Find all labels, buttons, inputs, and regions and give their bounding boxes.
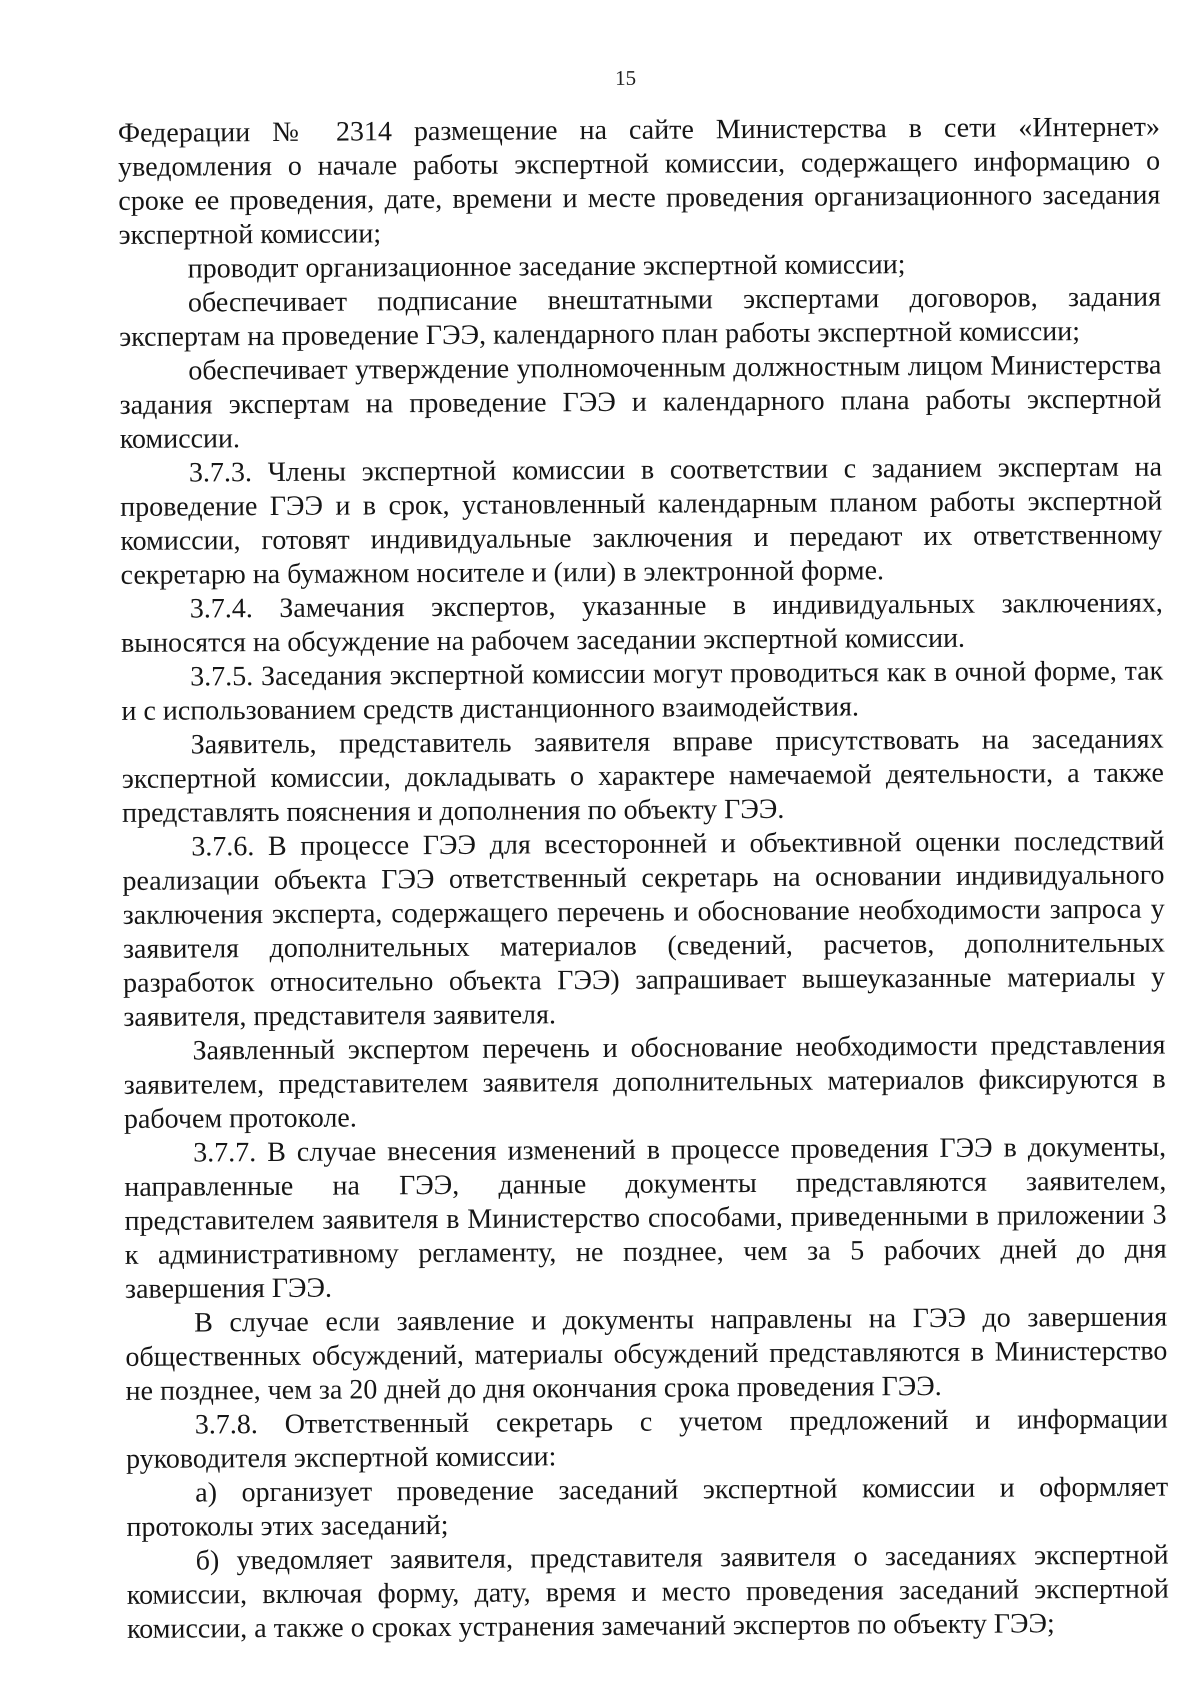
paragraph: 3.7.8. Ответственный секретарь с учетом предложений и информации руководителя экспертной комиссии: <box>125 1403 1168 1475</box>
paragraph: а) организует проведение заседаний экспертной комиссии и оформляет протоколы этих заседаний; <box>126 1471 1169 1543</box>
paragraph: 3.7.3. Члены экспертной комиссии в соответствии с заданием экспертам на проведение ГЭЭ и в срок, установленный календарным планом работы экспертной комиссии, готовят индивидуальные заключения и передают их ответственному секретарю на бумажном носителе и (или) в электронной форме. <box>120 451 1163 591</box>
paragraph: Заявитель, представитель заявителя вправе присутствовать на заседаниях экспертной комиссии, докладывать о характере намечаемой деятельности, а также представлять пояснения и дополнения по объекту ГЭЭ. <box>121 723 1164 829</box>
paragraph: б) уведомляет заявителя, представителя заявителя о заседаниях экспертной комиссии, включая форму, дату, время и место проведения заседаний экспертной комиссии, а также о сроках устранения замечаний экспертов по объекту ГЭЭ; <box>126 1539 1169 1645</box>
paragraph: 3.7.7. В случае внесения изменений в процессе проведения ГЭЭ в документы, направленные на ГЭЭ, данные документы представляются заявителем, представителем заявителя в Министерство способами, приведенными в приложении 3 к административному регламенту, не позднее, чем за 5 рабочих дней до дня завершения ГЭЭ. <box>124 1131 1167 1305</box>
paragraph: обеспечивает утверждение уполномоченным должностным лицом Министерства задания экспертам на проведение ГЭЭ и календарного плана работы экспертной комиссии. <box>119 349 1162 455</box>
paragraph: проводит организационное заседание экспертной комиссии; <box>187 249 906 285</box>
document-body <box>118 111 1169 1647</box>
paragraph: 3.7.6. В процессе ГЭЭ для всесторонней и объективной оценки последствий реализации объекта ГЭЭ ответственный секретарь на основании индивидуального заключения эксперта, содержащего перечень и обоснование необходимости запроса у заявителя дополнительных материалов (сведений, расчетов, дополнительных разработок относительно объекта ГЭЭ) запрашивает вышеуказанные материалы у заявителя, представителя заявителя. <box>122 825 1166 1033</box>
paragraph: 3.7.5. Заседания экспертной комиссии могут проводиться как в очной форме, так и с использованием средств дистанционного взаимодействия. <box>121 655 1164 727</box>
paragraph: В случае если заявление и документы направлены на ГЭЭ до завершения общественных обсуждений, материалы обсуждений представляются в Министерство не позднее, чем за 20 дней до дня окончания срока проведения ГЭЭ. <box>125 1301 1168 1407</box>
paragraph: 3.7.4. Замечания экспертов, указанные в индивидуальных заключениях, выносятся на обсуждение на рабочем заседании экспертной комиссии. <box>120 587 1163 659</box>
paragraph: обеспечивает подписание внештатными экспертами договоров, задания экспертам на проведение ГЭЭ, календарного план работы экспертной комиссии; <box>119 281 1162 353</box>
page-number: 15 <box>615 65 637 90</box>
paragraph: Федерации № 2314 размещение на сайте Министерства в сети «Интернет» уведомления о начале работы экспертной комиссии, содержащего информацию о сроке ее проведения, дате, времени и месте проведения организационного заседания экспертной комиссии; <box>117 111 1161 251</box>
paragraph: Заявленный экспертом перечень и обоснование необходимости представления заявителем, представителем заявителя дополнительных материалов фиксируются в рабочем протоколе. <box>123 1029 1166 1135</box>
